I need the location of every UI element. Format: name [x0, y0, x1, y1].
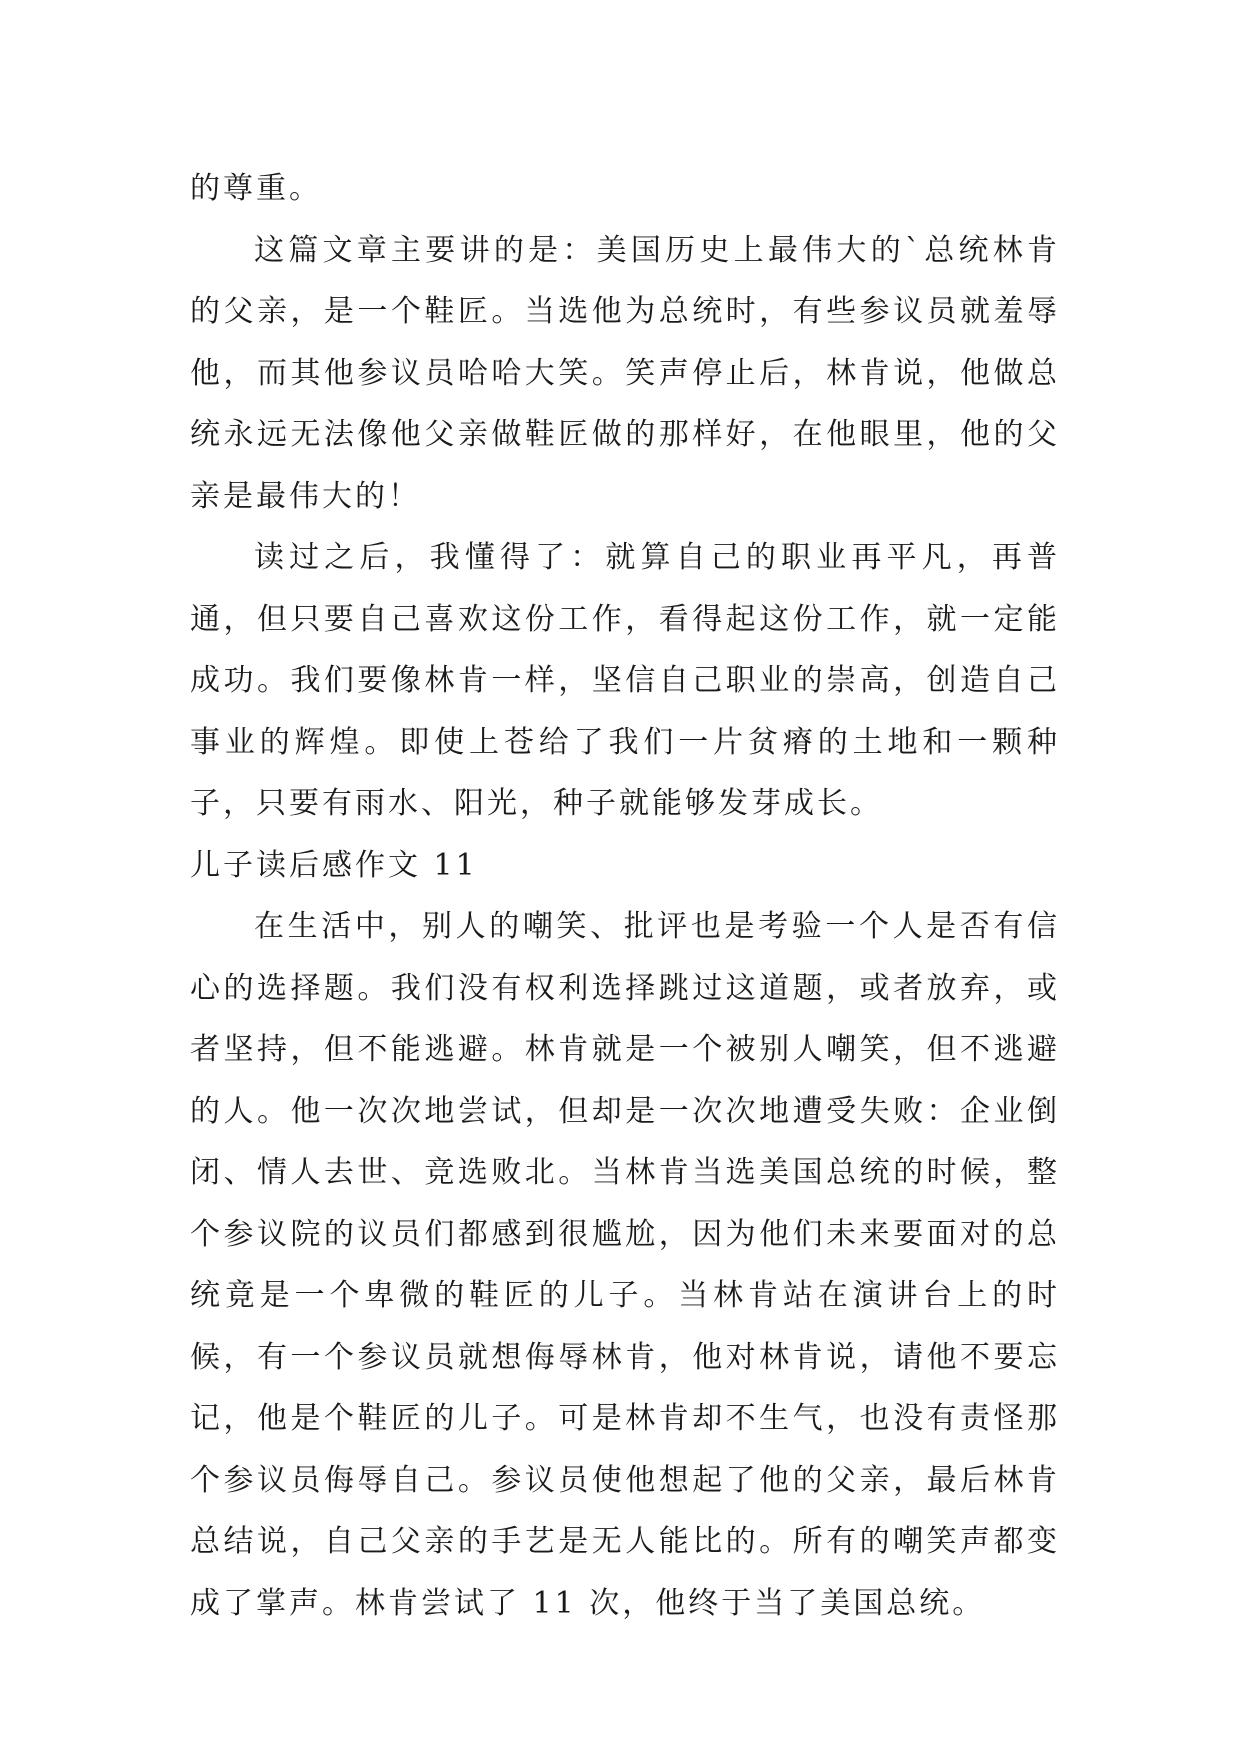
paragraph-essay-11: 在生活中，别人的嘲笑、批评也是考验一个人是否有信心的选择题。我们没有权利选择跳过这道题，或者放弃，或者坚持，但不能逃避。林肯就是一个被别人嘲笑，但不逃避的人。他一次次地尝试，但却是一次次地遭受失败：企业倒闭、情人去世、竞选败北。当林肯当选美国总统的时候，整个参议院的议员们都感到很尴尬，因为他们未来要面对的总统竟是一个卑微的鞋匠的儿子。当林肯站在演讲台上的时候，有一个参议员就想侮辱林肯，他对林肯说，请他不要忘记，他是个鞋匠的儿子。可是林肯却不生气，也没有责怪那个参议员侮辱自己。参议员使他想起了他的父亲，最后林肯总结说，自己父亲的手艺是无人能比的。所有的嘲笑声都变成了掌声。林肯尝试了 11 次，他终于当了美国总统。	[190, 909, 1060, 1621]
paragraph-summary: 这篇文章主要讲的是：美国历史上最伟大的`总统林肯的父亲，是一个鞋匠。当选他为总统时，有些参议员就羞辱他，而其他参议员哈哈大笑。笑声停止后，林肯说，他做总统永远无法像他父亲做鞋匠做的那样好，在他眼里，他的父亲是最伟大的！	[190, 232, 1060, 514]
document-body	[190, 158, 1060, 1634]
section-heading: 儿子读后感作文 11	[190, 847, 478, 883]
paragraph-reflection: 读过之后，我懂得了：就算自己的职业再平凡，再普通，但只要自己喜欢这份工作，看得起这份工作，就一定能成功。我们要像林肯一样，坚信自己职业的崇高，创造自己事业的辉煌。即使上苍给了我们一片贫瘠的土地和一颗种子，只要有雨水、阳光，种子就能够发芽成长。	[190, 540, 1060, 821]
paragraph-continuation: 的尊重。	[190, 171, 322, 206]
